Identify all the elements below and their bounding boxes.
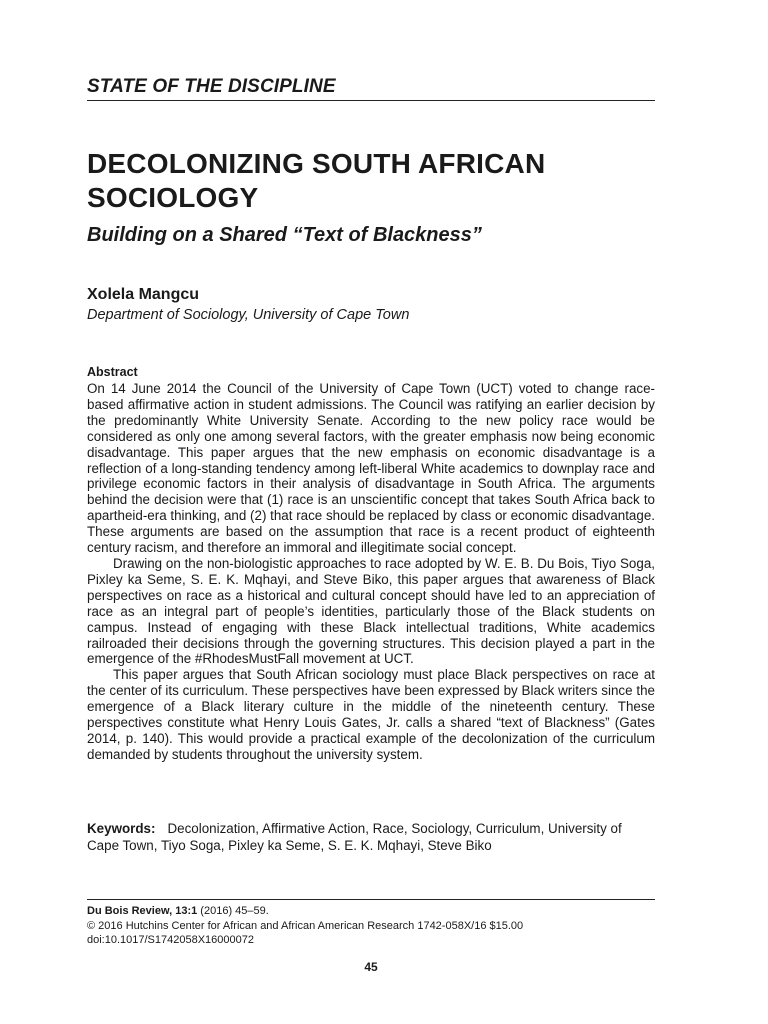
article-subtitle: Building on a Shared “Text of Blackness”	[87, 224, 482, 246]
page-number: 45	[364, 960, 378, 974]
journal-year-pages: (2016) 45–59.	[197, 905, 269, 917]
section-divider	[87, 100, 655, 101]
citation-footer	[87, 904, 655, 948]
keywords-label: Keywords:	[87, 821, 156, 836]
doi-line: doi:10.1017/S1742058X16000072	[87, 934, 254, 946]
author-affiliation: Department of Sociology, University of Cape Town	[87, 307, 410, 323]
abstract-heading: Abstract	[87, 365, 138, 379]
footer-divider	[87, 899, 655, 900]
keywords	[87, 821, 655, 854]
abstract-paragraph-3: This paper argues that South African sociology must place Black perspectives on race at the center of its curriculum. These perspectives have been expressed by Black writers since the emergence of a Black literary culture in the middle of the nineteenth century. These perspectives constitute what Henry Louis Gates, Jr. calls a shared “text of Blackness” (Gates 2014, p. 140). This would provide a practical example of the decolonization of the curriculum demanded by students throughout the university system.	[87, 667, 655, 762]
journal-citation	[87, 904, 655, 919]
journal-name: Du Bois Review, 13:1	[87, 905, 198, 917]
article-page	[87, 0, 655, 1024]
article-title: DECOLONIZING SOUTH AFRICAN SOCIOLOGY	[87, 148, 546, 213]
section-heading: STATE OF THE DISCIPLINE	[87, 76, 336, 97]
author-name: Xolela Mangcu	[87, 286, 200, 303]
keywords-list: Decolonization, Affirmative Action, Race, Sociology, Curriculum, University of Cape Town, Tiyo Soga, Pixley ka Seme, S. E. K. Mqhayi, Steve Biko	[87, 821, 622, 853]
copyright-line: © 2016 Hutchins Center for African and African American Research 1742-058X/16 $15.00	[87, 919, 524, 932]
abstract-paragraph-2: Drawing on the non-biologistic approaches to race adopted by W. E. B. Du Bois, Tiyo Soga, Pixley ka Seme, S. E. K. Mqhayi, and Steve Biko, this paper argues that awareness of Black perspectives on race as a historical and cultural concept should have led to an appreciation of race as an integral part of people’s identities, particularly those of the Black students on campus. Instead of engaging with these Black intellectual traditions, White academics railroaded their decisions through the governing structures. This decision played a part in the emergence of the #RhodesMustFall movement at UCT.	[87, 555, 655, 667]
abstract-paragraph-1: On 14 June 2014 the Council of the University of Cape Town (UCT) voted to change race-based affirmative action in student admissions. The Council was ratifying an earlier decision by the predominantly White University Senate. According to the new policy race would be considered as only one among several factors, with the greater emphasis now being economic disadvantage. This paper argues that the new emphasis on economic disadvantage is a reflection of a long-standing tendency among left-liberal White academics to downplay race and privilege economic factors in their analysis of disadvantage in South Africa. The arguments behind the decision were that (1) race is an unscientific concept that takes South Africa back to apartheid-era thinking, and (2) that race should be replaced by class or economic disadvantage. These arguments are based on the assumption that race is a recent product of eighteenth century racism, and therefore an immoral and illegitimate social concept.	[87, 381, 655, 556]
abstract-body	[87, 381, 655, 763]
